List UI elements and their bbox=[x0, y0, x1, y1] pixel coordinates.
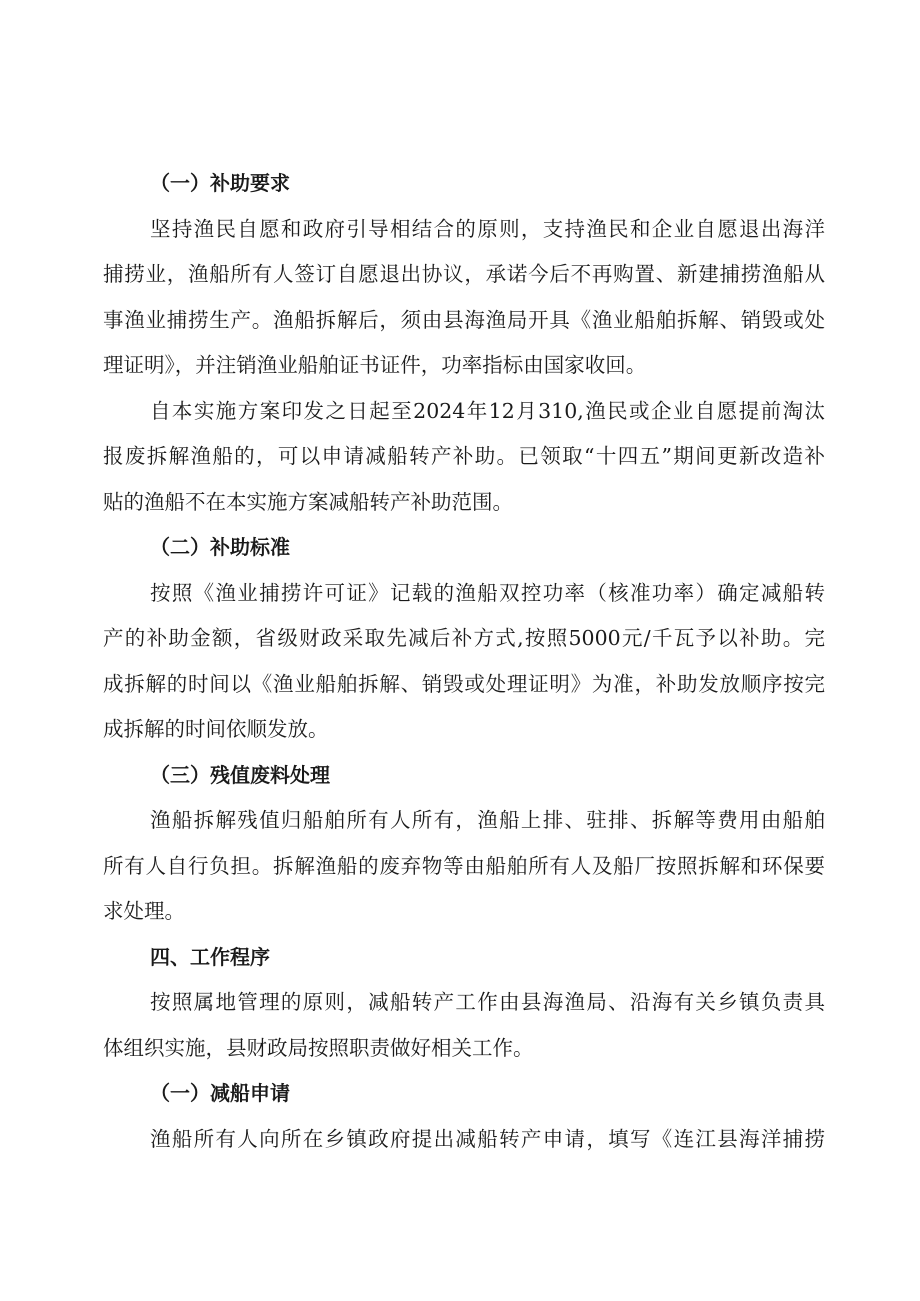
paragraph-first-line: 按照《渔业捕捞许可证》记载的渔船双控功率（核准功率）确定减船转 bbox=[150, 580, 825, 605]
paragraph-line: 产的补助金额，省级财政采取先减后补方式,按照5000元/千瓦予以补助。完 bbox=[103, 626, 825, 650]
paragraph-last-line: 贴的渔船不在本实施方案减船转产补助范围。 bbox=[103, 489, 513, 514]
paragraph-line: 事渔业捕捞生产。渔船拆解后，须由县海渔局开具《渔业船舶拆解、销毁或处 bbox=[103, 307, 825, 332]
paragraph-last-line: 求处理。 bbox=[103, 899, 185, 923]
paragraph-first-line: 坚持渔民自愿和政府引导相结合的原则，支持渔民和企业自愿退出海洋 bbox=[150, 216, 825, 241]
paragraph-first-line: 按照属地管理的原则，减船转产工作由县海渔局、沿海有关乡镇负责具 bbox=[150, 990, 825, 1014]
paragraph-line: 报废拆解渔船的，可以申请减船转产补助。已领取“十四五”期间更新改造补 bbox=[103, 444, 825, 468]
section-heading: （三）残值废料处理 bbox=[150, 762, 330, 787]
paragraph-line: 捕捞业，渔船所有人签订自愿退出协议，承诺今后不再购置、新建捕捞渔船从 bbox=[103, 262, 825, 286]
paragraph-last-line: 体组织实施，县财政局按照职责做好相关工作。 bbox=[103, 1035, 534, 1060]
section-heading: 四、工作程序 bbox=[150, 944, 270, 969]
paragraph-last-line: 成拆解的时间依顺发放。 bbox=[103, 717, 329, 741]
section-heading: （一）减船申请 bbox=[150, 1081, 290, 1105]
paragraph-first-line: 自本实施方案印发之日起至2024年12月310,渔民或企业自愿提前淘汰 bbox=[150, 398, 825, 423]
paragraph-first-line: 渔船所有人向所在乡镇政府提出减船转产申请，填写《连江县海洋捕捞 bbox=[150, 1126, 825, 1151]
paragraph-line: 成拆解的时间以《渔业船舶拆解、销毁或处理证明》为准，补助发放顺序按完 bbox=[103, 671, 825, 696]
paragraph-line: 所有人自行负担。拆解渔船的废弃物等由船舶所有人及船厂按照拆解和环保要 bbox=[103, 853, 825, 878]
paragraph-last-line: 理证明》，并注销渔业船舶证书证件，功率指标由国家收回。 bbox=[103, 353, 647, 377]
section-heading: （一）补助要求 bbox=[150, 171, 290, 195]
paragraph-first-line: 渔船拆解残值归船舶所有人所有，渔船上排、驻排、拆解等费用由船舶 bbox=[150, 808, 825, 832]
section-heading: （二）补助标准 bbox=[150, 535, 290, 559]
